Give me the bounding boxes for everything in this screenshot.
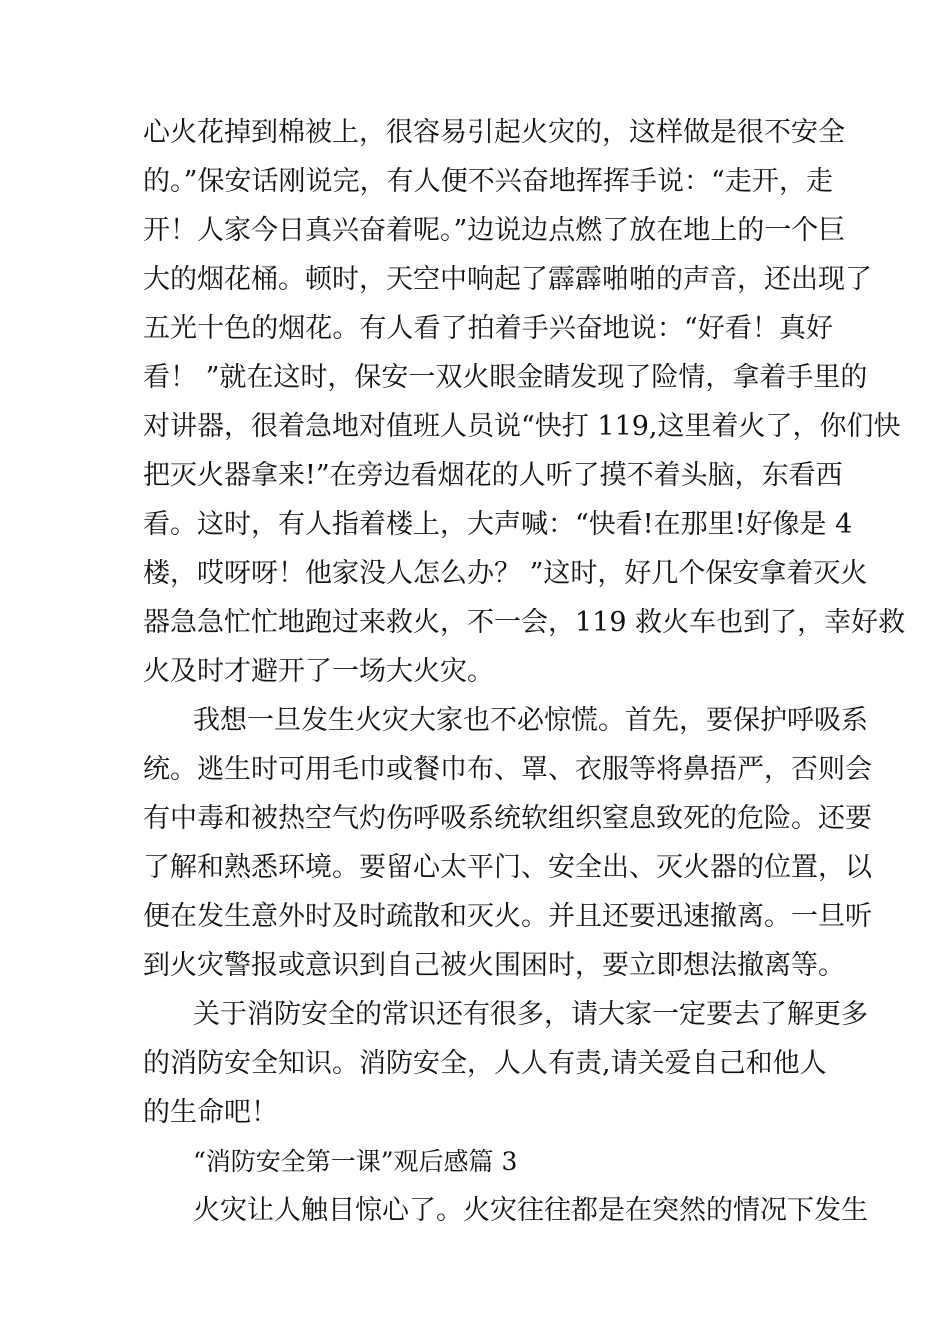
text-line-12: 火及时才避开了一场大火灾。 [143, 656, 494, 687]
paragraph-3-line-1: 关于消防安全的常识还有很多，请大家一定要去了解更多 [193, 999, 868, 1030]
paragraph-4-line-1: 火灾让人触目惊心了。火灾往往都是在突然的情况下发生 [193, 1195, 868, 1226]
paragraph-3-line-2: 的消防安全知识。消防安全，人人有责,请关爱自己和他人 [143, 1048, 827, 1079]
text-line-11: 器急急忙忙地跑过来救火，不一会，119 救火车也到了，幸好救 [143, 607, 906, 638]
text-line-2: 的。”保安话刚说完，有人便不兴奋地挥挥手说：“走开，走 [143, 166, 833, 197]
paragraph-2-line-4: 了解和熟悉环境。要留心太平门、安全出、灭火器的位置，以 [143, 852, 872, 883]
text-line-1: 心火花掉到棉被上，很容易引起火灾的，这样做是很不安全 [143, 117, 845, 148]
text-line-10: 楼，哎呀呀！他家没人怎么办？ ”这时，好几个保安拿着灭火 [143, 558, 868, 589]
paragraph-2-line-3: 有中毒和被热空气灼伤呼吸系统软组织窒息致死的危险。还要 [143, 803, 872, 834]
section-heading: “消防安全第一课”观后感篇 3 [193, 1147, 518, 1176]
text-line-7: 对讲器，很着急地对值班人员说“快打 119,这里着火了，你们快 [143, 411, 901, 442]
paragraph-2-line-2: 统。逃生时可用毛巾或餐巾布、罩、衣服等将鼻捂严，否则会 [143, 754, 872, 785]
text-line-9: 看。这时，有人指着楼上，大声喊：“快看!在那里!好像是 4 [143, 509, 853, 540]
text-line-3: 开！人家今日真兴奋着呢。”边说边点燃了放在地上的一个巨 [143, 215, 846, 246]
text-line-8: 把灭火器拿来!”在旁边看烟花的人听了摸不着头脑，东看西 [143, 460, 843, 491]
paragraph-2-line-1: 我想一旦发生火灾大家也不必惊慌。首先，要保护呼吸系 [193, 705, 868, 736]
text-line-6: 看！ ”就在这时，保安一双火眼金睛发现了险情，拿着手里的 [143, 362, 868, 393]
text-line-5: 五光十色的烟花。有人看了拍着手兴奋地说：“好看！真好 [143, 313, 833, 344]
text-line-4: 大的烟花桶。顿时，天空中响起了霹霹啪啪的声音，还出现了 [143, 264, 872, 295]
paragraph-2-line-5: 便在发生意外时及时疏散和灭火。并且还要迅速撤离。一旦听 [143, 901, 872, 932]
paragraph-3-line-3: 的生命吧！ [143, 1097, 278, 1128]
paragraph-2-line-6: 到火灾警报或意识到自己被火围困时，要立即想法撤离等。 [143, 950, 845, 981]
